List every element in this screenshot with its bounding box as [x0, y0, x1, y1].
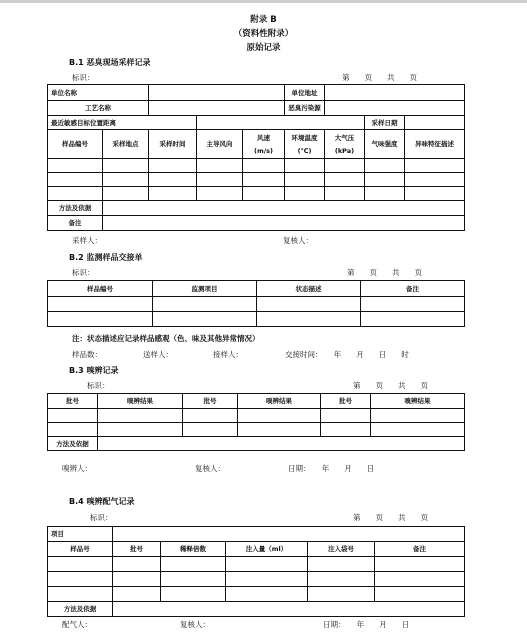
b3-mark-label: 标识：: [87, 381, 110, 390]
b1-sampler: 采样人：: [72, 236, 102, 245]
b2-receiver: 接样人：: [213, 350, 243, 359]
section-b1-title: B.1 恶臭现场采样记录: [69, 58, 151, 67]
b3-smeller: 嗅辨人：: [62, 464, 92, 473]
b2-sample-count: 样品数：: [72, 350, 102, 359]
col-batch-1: 批号: [48, 394, 98, 409]
b3-page-label: 第 页 共 页: [353, 381, 428, 390]
wind-speed-label: 风速: [257, 133, 270, 142]
col-sample-id: 样品编号: [48, 130, 103, 159]
b2-handover-table: [47, 280, 465, 327]
b2-page-label: 第 页 共 页: [347, 268, 422, 277]
table-row: [48, 312, 465, 327]
b4-dilution-table: [47, 526, 465, 617]
col-odor-description: 异味特征描述: [405, 130, 465, 159]
sampling-date-label: 采样日期: [365, 116, 405, 130]
b4-item-label: 项目: [48, 527, 113, 542]
table-row: [48, 423, 465, 437]
b1-method-value[interactable]: [103, 201, 465, 216]
b3-reviewer: 复核人：: [195, 464, 225, 473]
b1-sampling-table: [47, 84, 465, 231]
process-name-label: 工艺名称: [48, 101, 149, 116]
b2-handover-time: 交接时间： 年 月 日 时: [285, 350, 409, 359]
process-name-value[interactable]: [149, 101, 285, 116]
b3-date: 日期： 年 月 日: [288, 464, 375, 473]
table-row: [48, 159, 465, 173]
table-row: [48, 572, 465, 587]
b4-reviewer: 复核人：: [180, 620, 210, 629]
unit-address-value[interactable]: [325, 85, 465, 101]
sensitive-distance-value[interactable]: [197, 116, 365, 130]
b1-reviewer: 复核人：: [283, 236, 313, 245]
appendix-type: （资料性附录）: [233, 29, 294, 39]
col-batch: 批号: [113, 542, 161, 557]
odor-source-value[interactable]: [325, 101, 465, 116]
col-remark: 备注: [361, 281, 465, 297]
col-monitor-item: 监测项目: [153, 281, 257, 297]
unit-name-label: 单位名称: [48, 85, 149, 101]
sampling-date-value[interactable]: [405, 116, 465, 130]
b2-note: 注：状态描述应记录样品感观（色、味及其他异常情况）: [72, 334, 260, 343]
wind-speed-unit: (m/s): [254, 146, 273, 155]
b3-smell-table: [47, 393, 465, 451]
col-wind-direction: 主导风向: [197, 130, 243, 159]
pressure-unit: (kPa): [334, 146, 355, 155]
section-b2-title: B.2 监测样品交接单: [69, 253, 143, 262]
unit-address-label: 单位地址: [285, 85, 325, 101]
b4-date: 日期： 年 月 日: [323, 620, 410, 629]
col-status: 状态描述: [257, 281, 361, 297]
col-result-3: 嗅辨结果: [371, 394, 465, 409]
b4-method-value[interactable]: [113, 602, 465, 617]
b4-mark-label: 标识：: [90, 513, 113, 522]
section-b4-title: B.4 嗅辨配气记录: [69, 497, 135, 506]
col-injection-volume: 注入量（ml）: [226, 542, 308, 557]
b3-method-label: 方法及依据: [48, 437, 98, 451]
b1-remark-value[interactable]: [103, 216, 465, 231]
table-row: [48, 557, 465, 572]
col-wind-speed: [243, 130, 285, 159]
col-sample-no: 样品号: [48, 542, 113, 557]
odor-source-label: 恶臭污染源: [285, 101, 325, 116]
table-row: [48, 173, 465, 187]
b2-sender: 送样人：: [143, 350, 173, 359]
b1-page-label: 第 页 共 页: [342, 73, 417, 82]
b3-method-value[interactable]: [98, 437, 465, 451]
section-b3-title: B.3 嗅辨记录: [69, 366, 119, 375]
col-odor-intensity: 气味强度: [365, 130, 405, 159]
table-row: [48, 187, 465, 201]
col-dilution: 稀释倍数: [161, 542, 226, 557]
b4-method-label: 方法及依据: [48, 602, 113, 617]
col-sample-id: 样品编号: [48, 281, 153, 297]
table-row: [48, 297, 465, 312]
b1-remark-label: 备注: [48, 216, 103, 231]
b4-item-value[interactable]: [113, 527, 465, 542]
sensitive-distance-label: 最近敏感目标位置距离: [48, 116, 197, 130]
table-row: [48, 409, 465, 423]
temperature-label: 环境温度: [291, 133, 318, 142]
col-location: 采样地点: [103, 130, 149, 159]
b4-preparer: 配气人：: [62, 620, 92, 629]
col-batch-2: 批号: [183, 394, 238, 409]
table-row: [48, 587, 465, 602]
b2-mark-label: 标识：: [72, 268, 95, 277]
col-bag-no: 注入袋号: [308, 542, 375, 557]
col-result-1: 嗅辨结果: [98, 394, 183, 409]
col-remark: 备注: [375, 542, 465, 557]
col-time: 采样时间: [149, 130, 197, 159]
col-batch-3: 批号: [321, 394, 371, 409]
col-result-2: 嗅辨结果: [238, 394, 321, 409]
pressure-label: 大气压: [334, 133, 355, 142]
b1-method-label: 方法及依据: [48, 201, 103, 216]
b4-page-label: 第 页 共 页: [353, 513, 428, 522]
unit-name-value[interactable]: [149, 85, 285, 101]
appendix-title: 附录 B: [250, 15, 277, 25]
temperature-unit: (℃): [297, 146, 312, 155]
b1-mark-label: 标识：: [72, 73, 95, 82]
col-temperature: [285, 130, 325, 159]
col-pressure: [325, 130, 365, 159]
page-subtitle: 原始记录: [246, 43, 281, 53]
